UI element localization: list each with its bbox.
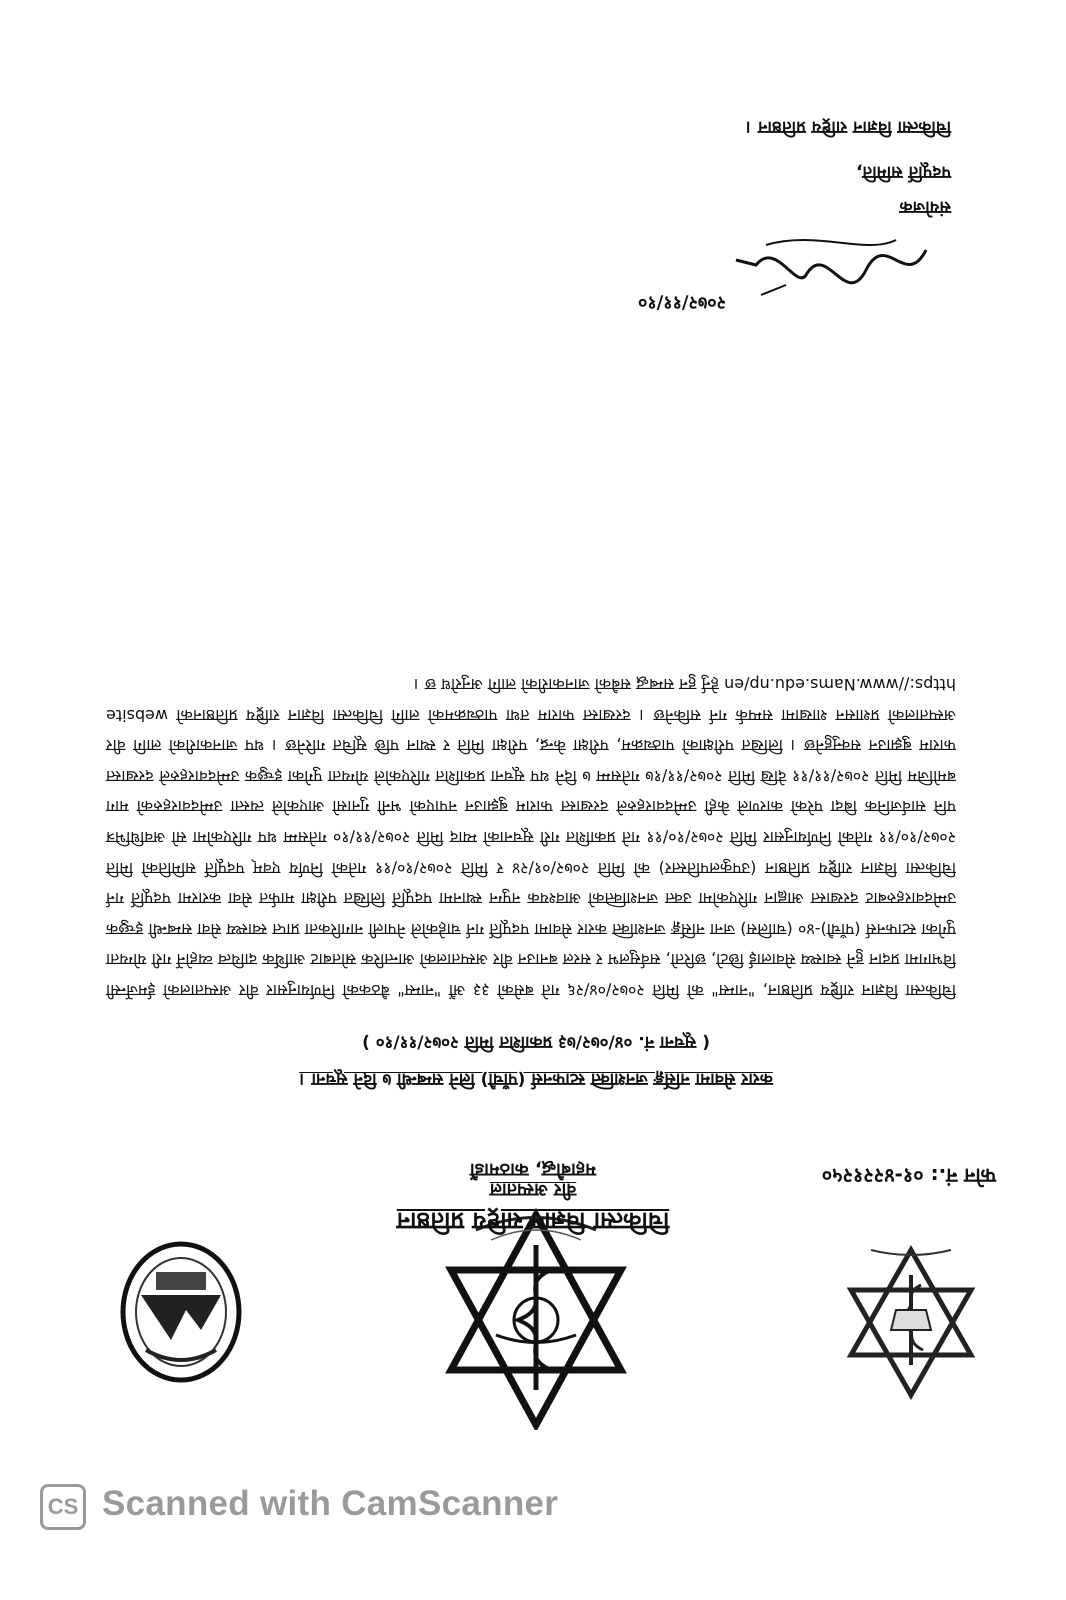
notice-title: करार सेवामा नर्सिङ्ग जनशक्ति स्टाफनर्स (पाँचौ) लिने सम्बन्धी ७ दिने सूचना ।: [299, 1069, 773, 1089]
camscanner-footer: [40, 1478, 600, 1538]
signatory-committee: पदपूर्ति समिति,: [856, 162, 951, 182]
phone-number: फोन नं.: ०१-४२२१२५०: [821, 1164, 996, 1188]
camscanner-logo-icon: CS: [40, 1484, 86, 1530]
star-seal-emblem: [841, 1240, 981, 1400]
signatory-organization: चिकित्सा विज्ञान राष्ट्रिय प्रतिष्ठान ।: [745, 117, 951, 137]
signature-date: २०७२/११/१०: [637, 292, 726, 313]
hospital-name: वीर अस्पताल: [489, 1179, 577, 1200]
notice-subtitle: ( सूचना नं. ०४/०७२/७३ प्रकाशित मिति २०७२/११/१० ): [362, 1032, 710, 1052]
organization-location: महाबौद्ध, काठमाडौं: [469, 1159, 597, 1180]
signatory-role: संयोजक: [899, 197, 951, 217]
handwritten-signature: [726, 220, 936, 300]
notice-body: चिकित्सा विज्ञान राष्ट्रिय प्रतिष्ठान, "नाम्स" को मिति २०७२/०४/२६ गते बसेको ३३ औं "नाम्स" बैठकको निर्णयानुसार वीर अस्पतालको ईमर्जेन्सी विभागमा प्रदान हुने स्वास्थ्य सेवालाई छिटो, छरितो, सर्वसुलभ र सरल बनाउन वीर अस्पतालको आन्तरिक स्रोतबाट आर्थिक दायित्व व्यहोर्ने गरी योग्यता पुगेका स्टाफनर्स (पाँचौ)-४० (चालिस) जना नर्सिङ्ग जनशक्ति करार सेवामा पदपूर्ति गर्न चाहेकोले नेपाली नागरिकता प्राप्त स्वास्थ्य सेवा सम्बन्धी इच्छुक उम्मेदवारहरुबाट दरखास्त आह्वान गरिएकोमा उक्त जनशक्तिको आवश्यक नपुग्न स्थानमा पदपूर्ति लिखित परीक्षा मार्फत सेवा करारमा पदपूर्ति गर्न चिकित्सा विज्ञान राष्ट्रिय प्रतिष्ठान (उपकुलपतिस्तर) को मिति २०७२/०१/२४ र मिति २०७२/१०/११ गतेको निर्णय एवम् पदपूर्ति समितिको मिति २०७२/१०/११ गतेको निर्णयानुसार मिति २०७२/१०/११ गते प्रकाशित गरी सूचनाको म्याद मिति २०७२/११/१० गतेसम्म थप गरिएकोमा सो अवधिभित्र पनि सार्वजनिक बिदा परेको कारणले केही उम्मेदवारहरुले दरखास्त फाराम बुझाउन नपाएको भनी गुनासो आएकोले त्यस्ता उम्मेदवारहरुको माग बमोजिम मिति २०७२/११/११ देखि मिति २०७२/११/१७ गतेसम्म ७ दिने थप सूचना प्रकाशित गरिएकोले योग्यता पुगेका इच्छुक उम्मेदवारहरुले दरखास्त फाराम बुझाउन सक्नुहुनेछ । लिखित परीक्षाको पाठ्यक्रम, परीक्षा केन्द्र, परीक्षा मिति र स्थान पछि सूचित गरिनेछ । थप जानकारीको लागि वीर अस्पतालको प्रशासन शाखामा सम्पर्क गर्न सकिनेछ । दरखास्त फाराम तथा पाठ्यक्रमको लागि चिकित्सा विज्ञान राष्ट्रिय प्रतिष्ठानको website https://www.Nams.edu.np/en हेर्नु हुन सम्बद्ध सबैको जानकारीको लागि अनुरोध छ ।: [106, 675, 956, 1000]
camscanner-watermark: Scanned with CamScanner: [102, 1484, 559, 1523]
signature-block: [591, 85, 951, 315]
government-seal-emblem: [116, 1240, 246, 1390]
organization-name: चिकित्सा विज्ञान राष्ट्रिय प्रतिष्ठान: [396, 1207, 670, 1235]
